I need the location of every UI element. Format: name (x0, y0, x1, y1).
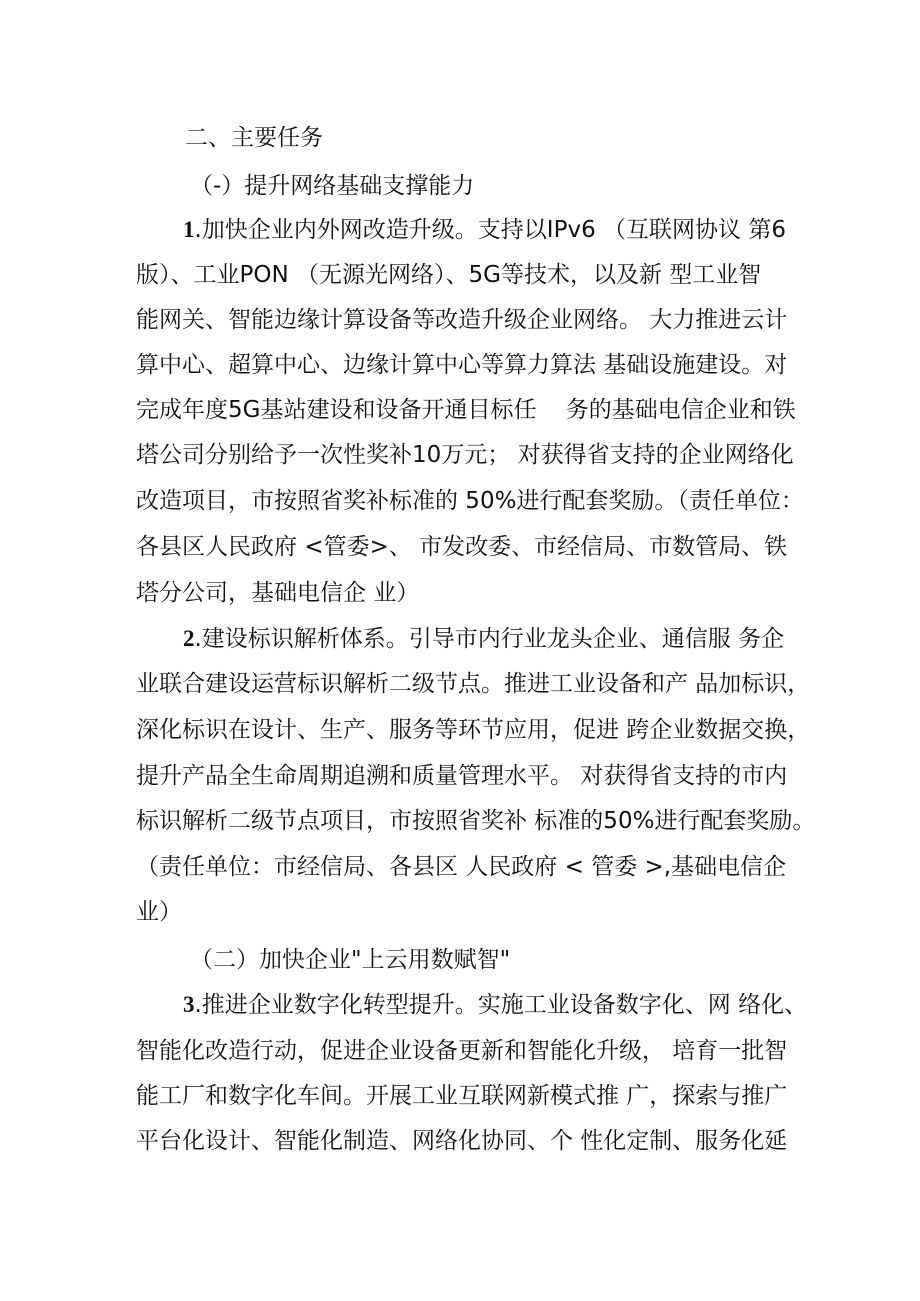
item-1-line-2: 版）、工业PON （无源光网络）、5G等技术，以及新 型工业智 (136, 262, 762, 288)
item-1-line-7: 改造项目，市按照省奖补标准的 50%进行配套奖励。（责任单位： (136, 488, 804, 514)
section-heading: 二、主要任务 (185, 125, 323, 151)
item-text: .推进企业数字化转型提升。实施工业设备数字化、网 络化、 (194, 992, 808, 1018)
subsection-heading-1: （-）提升网络基础支撑能力 (190, 173, 475, 199)
item-3-line-3: 能工厂和数字化车间。开展工业互联网新模式推 广，探索与推广 (136, 1083, 788, 1109)
item-3-line-1 (183, 987, 807, 1023)
item-1-line-9: 塔分公司，基础电信企 业） (136, 580, 420, 606)
item-2-line-3: 深化标识在设计、生产、服务等环节应用，促进 跨企业数据交换， (136, 717, 811, 743)
item-2-line-1 (183, 621, 784, 657)
item-1-line-3: 能网关、智能边缘计算设备等改造升级企业网络。 大力推进云计 (136, 307, 788, 333)
item-3-line-4: 平台化设计、智能化制造、网络化协同、个 性化定制、服务化延 (136, 1128, 788, 1154)
item-number: 1 (183, 217, 195, 242)
item-2-line-7: 业） (136, 899, 182, 925)
item-1-line-8: 各县区人民政府 <管委>、 市发改委、市经信局、市数管局、铁 (136, 534, 788, 560)
item-text: .加快企业内外网改造升级。支持以IPv6 （互联网协议 第6 (194, 217, 786, 243)
item-text: .建设标识解析体系。引导市内行业龙头企业、通信服 务企 (194, 626, 785, 652)
item-1-line-5: 完成年度5G基站建设和设备开通目标任 务的基础电信企业和铁 (136, 397, 796, 423)
item-number: 3 (183, 992, 195, 1017)
item-number: 2 (183, 626, 195, 651)
item-2-line-4: 提升产品全生命周期追溯和质量管理水平。 对获得省支持的市内 (136, 763, 788, 789)
item-2-line-6: （责任单位：市经信局、各县区 人民政府 < 管委 >,基础电信企 (136, 854, 787, 880)
subsection-heading-2: （二）加快企业"上云用数赋智" (190, 947, 511, 973)
item-2-line-2: 业联合建设运营标识解析二级节点。推进工业设备和产 品加标识， (136, 671, 811, 697)
item-2-line-5: 标识解析二级节点项目，市按照省奖补 标准的50%进行配套奖励。 (136, 808, 816, 834)
item-3-line-2: 智能化改造行动，促进企业设备更新和智能化升级， 培育一批智 (136, 1038, 788, 1064)
item-1-line-6: 塔公司分别给予一次性奖补10万元； 对获得省支持的企业网络化 (136, 442, 794, 468)
item-1-line-4: 算中心、超算中心、边缘计算中心等算力算法 基础设施建设。对 (136, 352, 788, 378)
item-1-line-1 (183, 212, 786, 248)
